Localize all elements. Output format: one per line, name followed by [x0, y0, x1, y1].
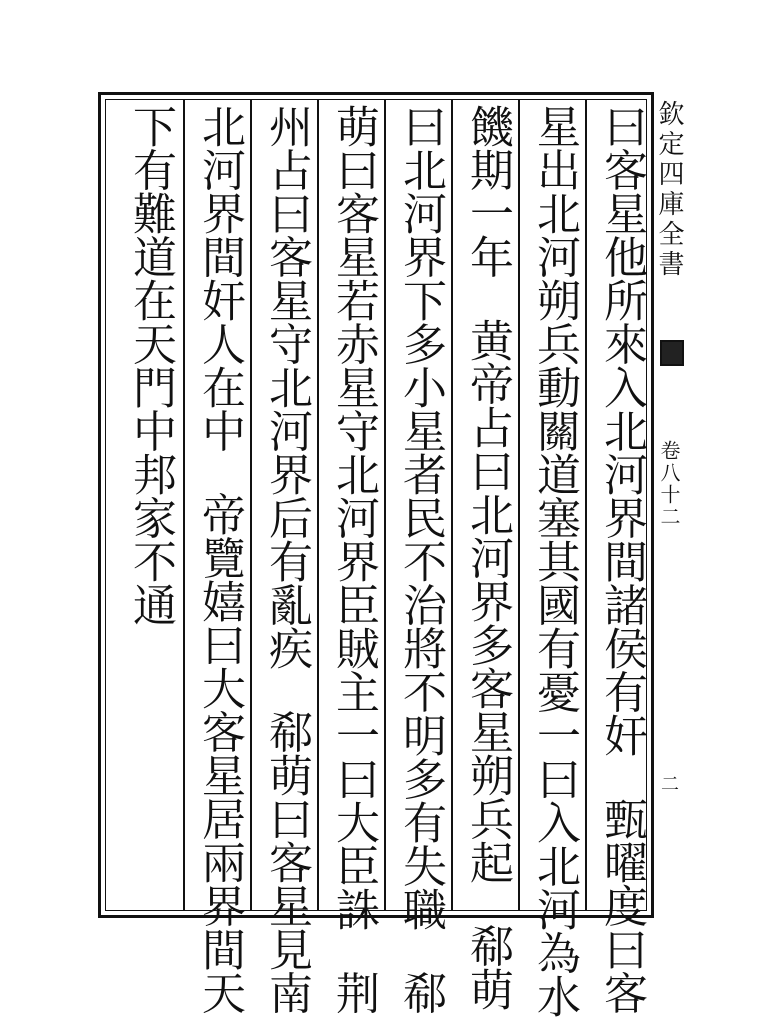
text-column-2 — [521, 104, 587, 1018]
column-text: 州占曰客星守北河界后有亂疾 — [261, 104, 312, 670]
column-text: 下有難道在天門中邦家不通 — [125, 104, 176, 626]
volume-label: 卷八十二 — [657, 440, 681, 528]
column-text: 荆 — [328, 970, 379, 1014]
column-text: 黄帝占曰北河界多客星朔兵起 — [462, 318, 513, 884]
column-text: 饑期一年 — [462, 104, 513, 278]
column-text: 郗萌 — [462, 923, 513, 1011]
text-column-7 — [186, 104, 252, 1014]
text-column-4 — [387, 104, 453, 1014]
text-column-6 — [253, 104, 319, 1014]
column-text: 曰北河界下多小星者民不治將不明多有失職 — [395, 104, 446, 931]
column-text: 甄曜度曰客 — [596, 796, 647, 1014]
text-column-1 — [588, 104, 654, 1014]
column-text: 郗 — [395, 970, 446, 1014]
column-text: 郗萌曰客星見南 — [261, 709, 312, 1014]
text-column-3 — [454, 104, 520, 1011]
column-text: 星出北河朔兵動關道塞其國有憂一曰入北河為水 — [529, 104, 580, 1018]
column-text: 北河界間奸人在中 — [194, 104, 245, 452]
page-number: 二 — [661, 774, 679, 795]
column-rule — [183, 99, 185, 911]
book-title: 欽定四庫全書 — [654, 100, 684, 280]
fish-tail-mark — [660, 340, 684, 366]
column-text: 萌曰客星若赤星守北河界臣賊主一曰大臣誅 — [328, 104, 379, 931]
text-column-8 — [117, 104, 183, 904]
column-text: 帝覽嬉曰大客星居兩界間天 — [194, 492, 245, 1014]
column-text: 曰客星他所來入北河界間諸侯有奸 — [596, 104, 647, 757]
text-column-5 — [320, 104, 386, 1014]
